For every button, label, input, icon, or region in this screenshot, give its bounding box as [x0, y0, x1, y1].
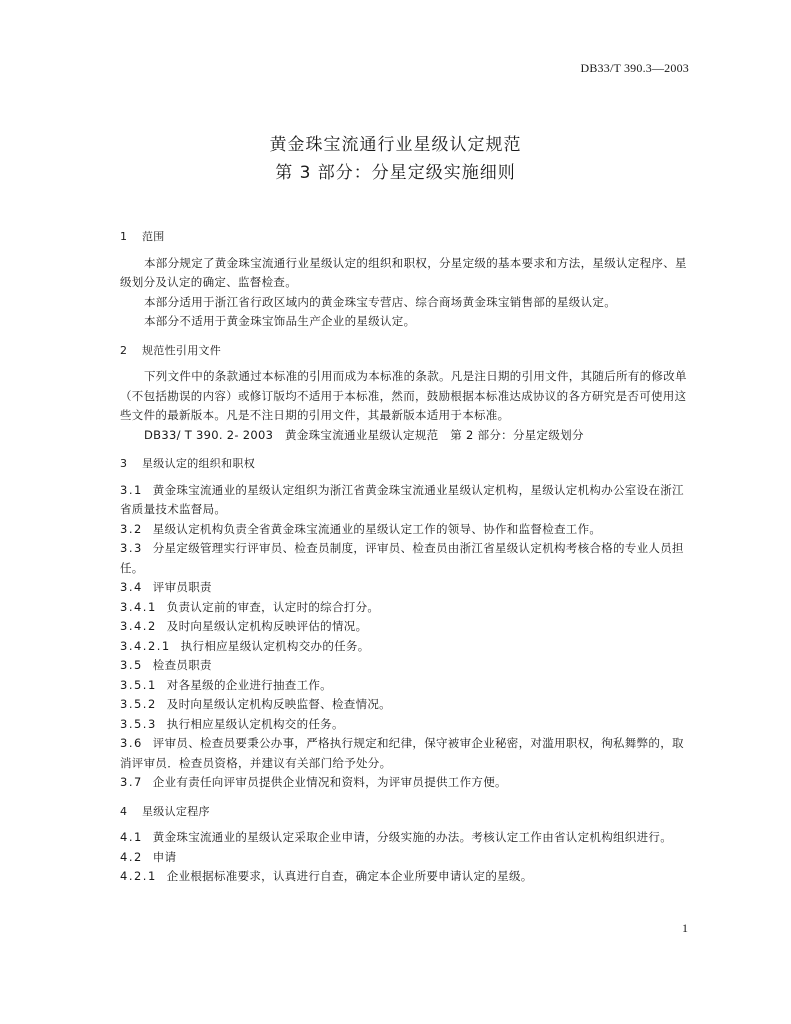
clause — [120, 617, 690, 637]
clause-number: 4.2.1 — [120, 869, 157, 883]
clause — [120, 773, 690, 793]
clause-text: 黄金珠宝流通业的星级认定组织为浙江省黄金珠宝流通业星级认定机构，星级认定机构办公室设在浙江省质量技术监督局。 — [120, 482, 684, 516]
section-title: 规范性引用文件 — [142, 343, 222, 357]
document-subtitle: 第 3 部分：分星定级实施细则 — [275, 163, 516, 183]
clause-text: 及时向星级认定机构反映评估的情况。 — [166, 619, 368, 633]
clause — [120, 539, 690, 578]
reference-entry: DB33/ T 390. 2- 2003 黄金珠宝流通业星级认定规范 第 2 部分：分星定级划分 — [144, 427, 584, 442]
section-title: 范围 — [142, 230, 165, 243]
section-title: 星级认定的组织和职权 — [142, 457, 255, 470]
paragraph: 本部分不适用于黄金珠宝饰品生产企业的星级认定。 — [144, 314, 416, 328]
standard-code: DB33/T 390.3—2003 — [580, 61, 689, 75]
clause-number: 4.2 — [120, 849, 143, 864]
section-heading-scope — [120, 227, 690, 247]
clause-number: 3.5 — [120, 658, 143, 672]
clause-number: 3.5.3 — [120, 716, 157, 731]
clause — [120, 695, 690, 715]
clause — [120, 715, 690, 735]
clause — [120, 867, 690, 887]
clause-number: 3.3 — [120, 541, 143, 555]
clause-text: 评审员职责 — [152, 580, 212, 594]
section-heading-procedure — [120, 802, 690, 822]
section-heading-organization — [120, 454, 690, 474]
clause-number: 3.5.1 — [120, 677, 157, 692]
clause-number: 3.4 — [120, 580, 143, 594]
page-number: 1 — [682, 921, 688, 935]
clause-text: 黄金珠宝流通业的星级认定采取企业申请，分级实施的办法。考核认定工作由省认定机构组织进行。 — [152, 830, 672, 844]
clause-number: 3.2 — [120, 521, 143, 536]
clause — [120, 828, 690, 848]
clause-number: 3.7 — [120, 775, 143, 789]
section-number: 3 — [120, 457, 128, 470]
clause-number: 4.1 — [120, 830, 143, 844]
document-title: 黄金珠宝流通行业星级认定规范 — [269, 135, 522, 155]
clause-text: 对各星级的企业进行抽查工作。 — [166, 677, 332, 692]
clause — [120, 656, 690, 676]
clause — [120, 676, 690, 696]
clause-number: 3.1 — [120, 482, 143, 497]
document-body — [120, 218, 690, 887]
clause — [120, 578, 690, 598]
paragraph: 下列文件中的条款通过本标准的引用而成为本标准的条款。凡是注日期的引用文件，其随后所有的修改单（不包括勘误的内容）或修订版均不适用于本标准，然而，鼓励根据本标准达成协议的各方研究是否可使用这些文件的最新版本。凡是不注日期的引用文件，其最新版本适用于本标准。 — [120, 369, 687, 422]
clause-number: 3.5.2 — [120, 697, 157, 711]
clause-number: 3.4.1 — [120, 599, 157, 614]
clause-number: 3.6 — [120, 736, 143, 750]
clause-text: 申请 — [152, 849, 177, 864]
clause — [120, 598, 690, 618]
paragraph: 本部分规定了黄金珠宝流通行业星级认定的组织和职权，分星定级的基本要求和方法，星级认定程序、星级划分及认定的确定、监督检查。 — [120, 255, 687, 289]
clause-text: 检查员职责 — [152, 658, 212, 672]
clause — [120, 520, 690, 540]
clause-text: 分星定级管理实行评审员、检查员制度，评审员、检查员由浙江省星级认定机构考核合格的专业人员担任。 — [120, 541, 684, 575]
clause-text: 评审员、检查员要秉公办事，严格执行规定和纪律，保守被审企业秘密，对滥用职权，徇私舞弊的，取消评审员．检查员资格，并建议有关部门给予处分。 — [120, 736, 684, 770]
clause — [120, 734, 690, 773]
clause — [120, 637, 690, 657]
clause-text: 企业根据标准要求，认真进行自查，确定本企业所要申请认定的星级。 — [166, 869, 533, 883]
section-number: 4 — [120, 804, 128, 818]
clause-text: 执行相应星级认定机构交的任务。 — [166, 716, 344, 731]
clause-text: 执行相应星级认定机构交办的任务。 — [180, 638, 370, 653]
clause — [120, 848, 690, 868]
paragraph: 本部分适用于浙江省行政区域内的黄金珠宝专营店、综合商场黄金珠宝销售部的星级认定。 — [144, 294, 616, 309]
clause-number: 3.4.2.1 — [120, 638, 171, 653]
clause-text: 企业有责任向评审员提供企业情况和资料，为评审员提供工作方便。 — [152, 775, 507, 789]
section-number: 1 — [120, 230, 128, 243]
clause-text: 星级认定机构负责全省黄金珠宝流通业的星级认定工作的领导、协作和监督检查工作。 — [152, 521, 602, 536]
clause-text: 负责认定前的审查，认定时的综合打分。 — [166, 599, 380, 614]
clause-number: 3.4.2 — [120, 619, 157, 633]
section-heading-references — [120, 341, 690, 361]
section-number: 2 — [120, 343, 128, 357]
clause — [120, 481, 690, 520]
section-title: 星级认定程序 — [142, 804, 210, 818]
clause-text: 及时向星级认定机构反映监督、检查情况。 — [166, 697, 391, 711]
